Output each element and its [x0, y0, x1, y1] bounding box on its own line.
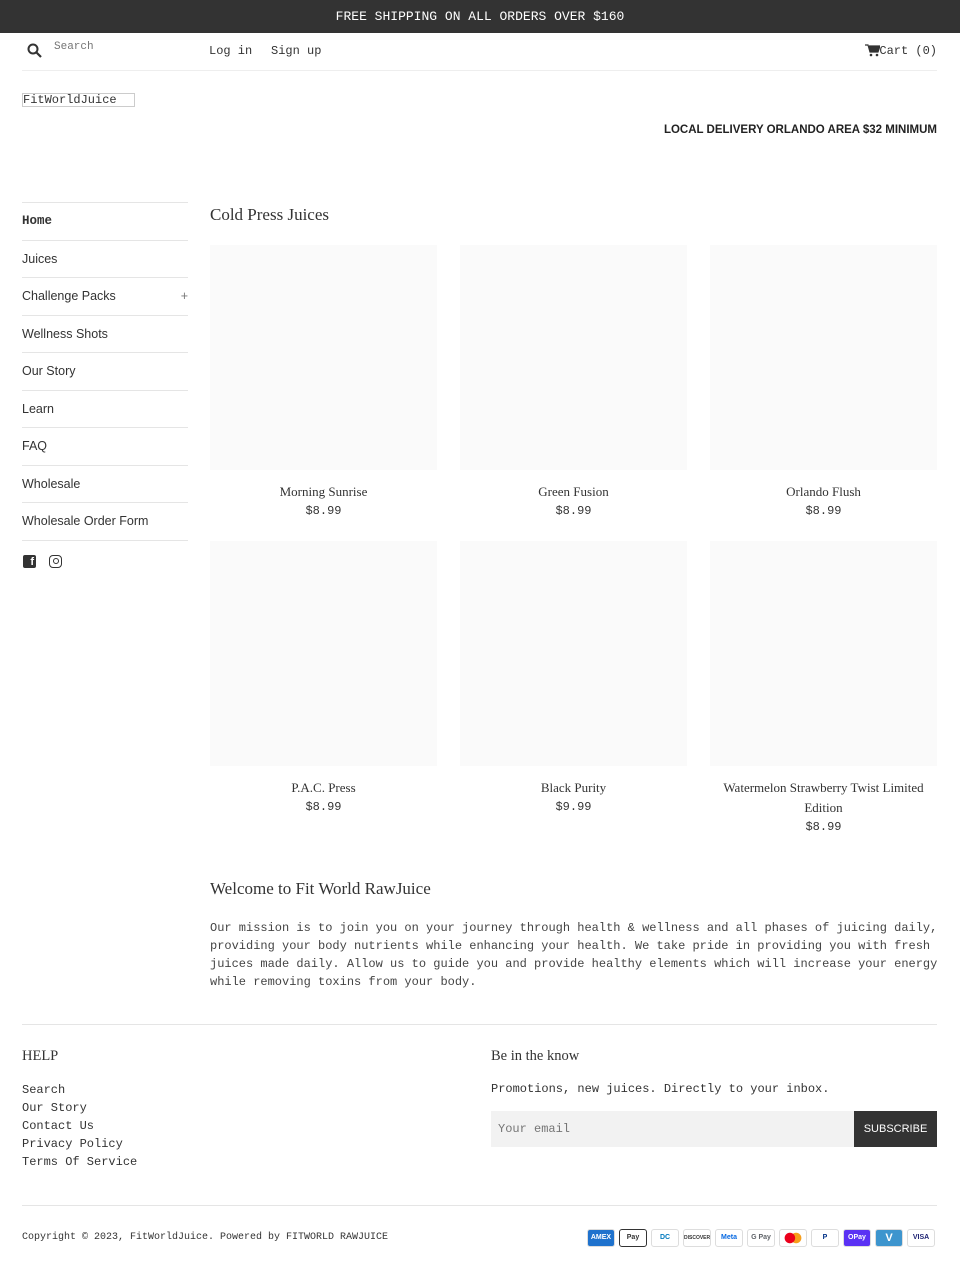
apple-pay-icon: Pay — [619, 1229, 647, 1247]
product-price: $8.99 — [805, 820, 842, 834]
product-name[interactable]: Green Fusion — [538, 484, 609, 499]
product-image[interactable] — [710, 245, 937, 470]
footer-link[interactable]: Terms Of Service — [22, 1155, 138, 1169]
product-image[interactable] — [710, 541, 937, 766]
product-image[interactable] — [460, 245, 687, 470]
discover-icon: DISCOVER — [683, 1229, 711, 1247]
footer-link[interactable]: Contact Us — [22, 1119, 95, 1133]
newsletter-text: Promotions, new juices. Directly to your inbox. — [491, 1082, 830, 1096]
venmo-icon: V — [875, 1229, 903, 1247]
nav-label: Juices — [22, 251, 58, 266]
logo[interactable]: FitWorldJuice — [22, 93, 135, 107]
nav-label: Home — [22, 214, 53, 228]
help-links — [22, 1081, 137, 1171]
product-image[interactable] — [210, 541, 437, 766]
help-title: HELP — [22, 1048, 59, 1064]
site-header — [22, 33, 937, 71]
product-name[interactable]: Morning Sunrise — [279, 484, 368, 499]
product-name[interactable]: Watermelon Strawberry Twist Limited Edition — [723, 780, 924, 815]
product-price: $8.99 — [555, 504, 592, 518]
footer-link[interactable]: Our Story — [22, 1101, 87, 1115]
product-price: $8.99 — [805, 504, 842, 518]
announcement-bar: FREE SHIPPING ON ALL ORDERS OVER $160 — [0, 0, 960, 33]
sidebar-nav — [22, 202, 188, 541]
signup-link[interactable]: Sign up — [271, 44, 322, 58]
shop-pay-icon: OPay — [843, 1229, 871, 1247]
subscribe-button[interactable]: SUBSCRIBE — [854, 1111, 937, 1147]
copyright: Copyright © 2023, FitWorldJuice. Powered by FITWORLD RAWJUICE — [22, 1232, 389, 1243]
product-card[interactable] — [460, 245, 687, 521]
nav-our-story[interactable] — [22, 352, 188, 390]
product-card[interactable] — [460, 541, 687, 817]
product-name[interactable]: Black Purity — [540, 780, 607, 795]
nav-label: Challenge Packs — [22, 289, 116, 303]
nav-label: Wellness Shots — [22, 326, 108, 341]
product-card[interactable] — [210, 541, 437, 817]
welcome-body: Our mission is to join you on your journey through health & wellness and all phases of juicing daily, providing your body nutrients while enhancing your health. We take pride in providing you with fresh juices made daily. Allow us to guide you and provide healthy elements which will increase your energy while removing toxins from your body. — [210, 921, 938, 989]
search-icon[interactable] — [27, 43, 42, 59]
product-image[interactable] — [460, 541, 687, 766]
footer-link[interactable]: Search — [22, 1083, 66, 1097]
footer-link[interactable]: Privacy Policy — [22, 1137, 123, 1151]
divider — [22, 1205, 937, 1206]
login-link[interactable]: Log in — [209, 44, 253, 58]
instagram-icon[interactable] — [49, 555, 62, 568]
facebook-icon[interactable]: f — [23, 555, 36, 568]
product-price: $8.99 — [305, 800, 342, 814]
nav-faq[interactable] — [22, 427, 188, 465]
nav-label: Our Story — [22, 364, 76, 378]
nav-wholesale[interactable] — [22, 465, 188, 503]
cart-icon[interactable] — [865, 44, 880, 57]
cart-link[interactable]: Cart (0) — [879, 44, 937, 58]
visa-icon: VISA — [907, 1229, 935, 1247]
nav-label: Wholesale — [22, 476, 81, 491]
amex-icon: AMEX — [587, 1229, 615, 1247]
delivery-notice: LOCAL DELIVERY ORLANDO AREA $32 MINIMUM — [663, 124, 937, 136]
nav-learn[interactable] — [22, 390, 188, 428]
nav-label: FAQ — [22, 439, 48, 453]
product-image[interactable] — [210, 245, 437, 470]
nav-home[interactable] — [22, 202, 188, 240]
product-name[interactable]: Orlando Flush — [786, 484, 861, 499]
email-input[interactable] — [491, 1111, 854, 1147]
product-card[interactable] — [710, 541, 937, 837]
diners-club-icon: DC — [651, 1229, 679, 1247]
product-card[interactable] — [210, 245, 437, 521]
nav-challenge-packs[interactable] — [22, 277, 188, 315]
product-price: $9.99 — [555, 800, 592, 814]
product-price: $8.99 — [305, 504, 342, 518]
search-input[interactable] — [54, 41, 194, 53]
nav-juices[interactable] — [22, 240, 188, 278]
divider — [22, 1024, 937, 1025]
nav-label: Learn — [22, 401, 54, 416]
meta-pay-icon: Meta — [715, 1229, 743, 1247]
expand-icon[interactable]: + — [180, 289, 188, 303]
nav-wellness-shots[interactable] — [22, 315, 188, 353]
mastercard-icon — [779, 1229, 807, 1247]
google-pay-icon: G Pay — [747, 1229, 775, 1247]
collection-title: Cold Press Juices — [210, 205, 329, 224]
paypal-icon: P — [811, 1229, 839, 1247]
product-card[interactable] — [710, 245, 937, 521]
newsletter-title: Be in the know — [491, 1048, 580, 1064]
nav-wholesale-order-form[interactable] — [22, 502, 188, 540]
welcome-title: Welcome to Fit World RawJuice — [210, 879, 431, 898]
product-name[interactable]: P.A.C. Press — [291, 780, 356, 795]
nav-label: Wholesale Order Form — [22, 514, 149, 528]
